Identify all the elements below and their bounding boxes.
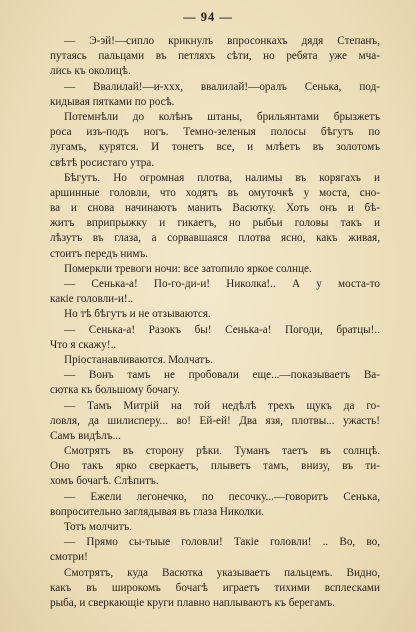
- paragraph: [50, 399, 380, 445]
- paragraph: [50, 110, 380, 171]
- text-line: Оно такъ ярко сверкаетъ, плыветъ тамъ, внизу, въ ти-: [50, 460, 380, 473]
- text-line: — Сенька-а! По-го-ди-и! Николка!.. А у моста-то: [64, 278, 380, 290]
- paragraph: [50, 80, 380, 110]
- paragraph: [50, 353, 380, 368]
- text-line: — Прямо сы-тыые головли! Такіе головли! .. Во, во,: [64, 536, 380, 549]
- text-line: Бѣгутъ. Но огромная плотва, налимы въ корягахъ и: [64, 171, 380, 184]
- text-line: роса изъ-подъ ногъ. Темно-зеленыя полосы бѣгутъ по: [50, 126, 380, 139]
- text-line: Померкли тревоги ночи: все затопило яркое солнце.: [64, 262, 312, 275]
- text-line: — Ежели легонечко, по песочку...—говоритъ Сенька,: [64, 490, 380, 503]
- paragraph: [50, 566, 380, 612]
- text-line: Смотрятъ, куда Васютка указываетъ пальцемъ. Видно,: [64, 566, 380, 579]
- text-line: сютка къ большому бочагу.: [50, 384, 180, 397]
- text-line: какіе головли-и!..: [50, 293, 134, 306]
- text-line: вопросительно заглядывая въ глаза Николки.: [50, 505, 265, 518]
- paragraph: [50, 323, 380, 353]
- text-line: стоитъ передъ нимъ.: [50, 247, 149, 260]
- text-line: — Ввалилай!—и-ххх, ввалилай!—оралъ Сенька, под-: [64, 80, 380, 93]
- text-line: — Э-эй!—сипло крикнулъ впросонкахъ дядя Степанъ,: [64, 35, 380, 47]
- text-line: путаясь пальцами въ петляхъ сѣти, но ребята уже мча-: [50, 50, 380, 63]
- text-line: хомъ бочагѣ. Слѣпитъ.: [50, 475, 159, 488]
- paragraph: [50, 368, 380, 398]
- text-line: Тотъ молчитъ.: [64, 521, 133, 533]
- text-line: аршинные головли, что ходятъ въ омуточкѣ у моста, сно-: [50, 186, 380, 199]
- paragraph: [50, 262, 380, 277]
- paragraph: [50, 277, 380, 307]
- text-line: лись къ околицѣ.: [50, 65, 131, 78]
- text-line: — Тамъ Митрій на той недѣлѣ трехъ щукъ да го-: [64, 399, 380, 412]
- text-line: Самъ видѣлъ...: [50, 429, 121, 442]
- paragraph: [50, 535, 380, 565]
- page-number: — 94 —: [183, 10, 233, 24]
- paragraph: [50, 520, 380, 535]
- text-line: житъ вприпрыжку и гикаетъ, но рыбьи головы такъ и: [50, 217, 380, 230]
- paragraph: [50, 34, 380, 80]
- text-line: лугамъ, курятся. И тонетъ все, и млѣетъ въ золотомъ: [50, 141, 380, 154]
- text-line: какъ въ широкомъ бочагѣ играетъ тихими всплесками: [50, 581, 380, 594]
- text-line: кидывая пятками по росѣ.: [50, 95, 175, 108]
- text-line: Но тѣ бѣгутъ и не отзываются.: [64, 308, 211, 321]
- text-line: свѣтѣ росистаго утра.: [50, 156, 155, 169]
- text-line: — Сенька-а! Разокъ бы! Сенька-а! Погоди, братцы!..: [64, 323, 380, 336]
- text-line: Пріостанавливаются. Молчатъ.: [64, 353, 213, 366]
- text-line: Потемнѣли до колѣнъ штаны, брильянтами брызжетъ: [64, 110, 380, 123]
- text-line: рыба, и сверкающіе круги плавно наплываютъ къ берегамъ.: [50, 596, 335, 609]
- text-line: — Вонъ тамъ не пробовали еще...—показываетъ Ва-: [64, 369, 380, 382]
- paragraph: [50, 490, 380, 520]
- paragraph: [50, 171, 380, 262]
- paragraph: [50, 307, 380, 322]
- text-line: Смотрятъ въ сторону рѣки. Туманъ таетъ въ солнцѣ.: [64, 445, 380, 458]
- paragraph: [50, 444, 380, 490]
- page-body-text: [50, 34, 380, 611]
- text-line: смотри!: [50, 551, 88, 564]
- text-line: Что я скажу!..: [50, 338, 117, 351]
- text-line: лѣзутъ въ глаза, а сорвавшаяся плотва ясно, какъ живая,: [50, 232, 380, 245]
- text-line: ва и снова начинаютъ манить Васютку. Хоть онъ и бѣ-: [50, 202, 380, 215]
- text-line: ловля, да шилисперу... во! Ей-ей! Два язя, плотвы... ужасть!: [50, 414, 380, 427]
